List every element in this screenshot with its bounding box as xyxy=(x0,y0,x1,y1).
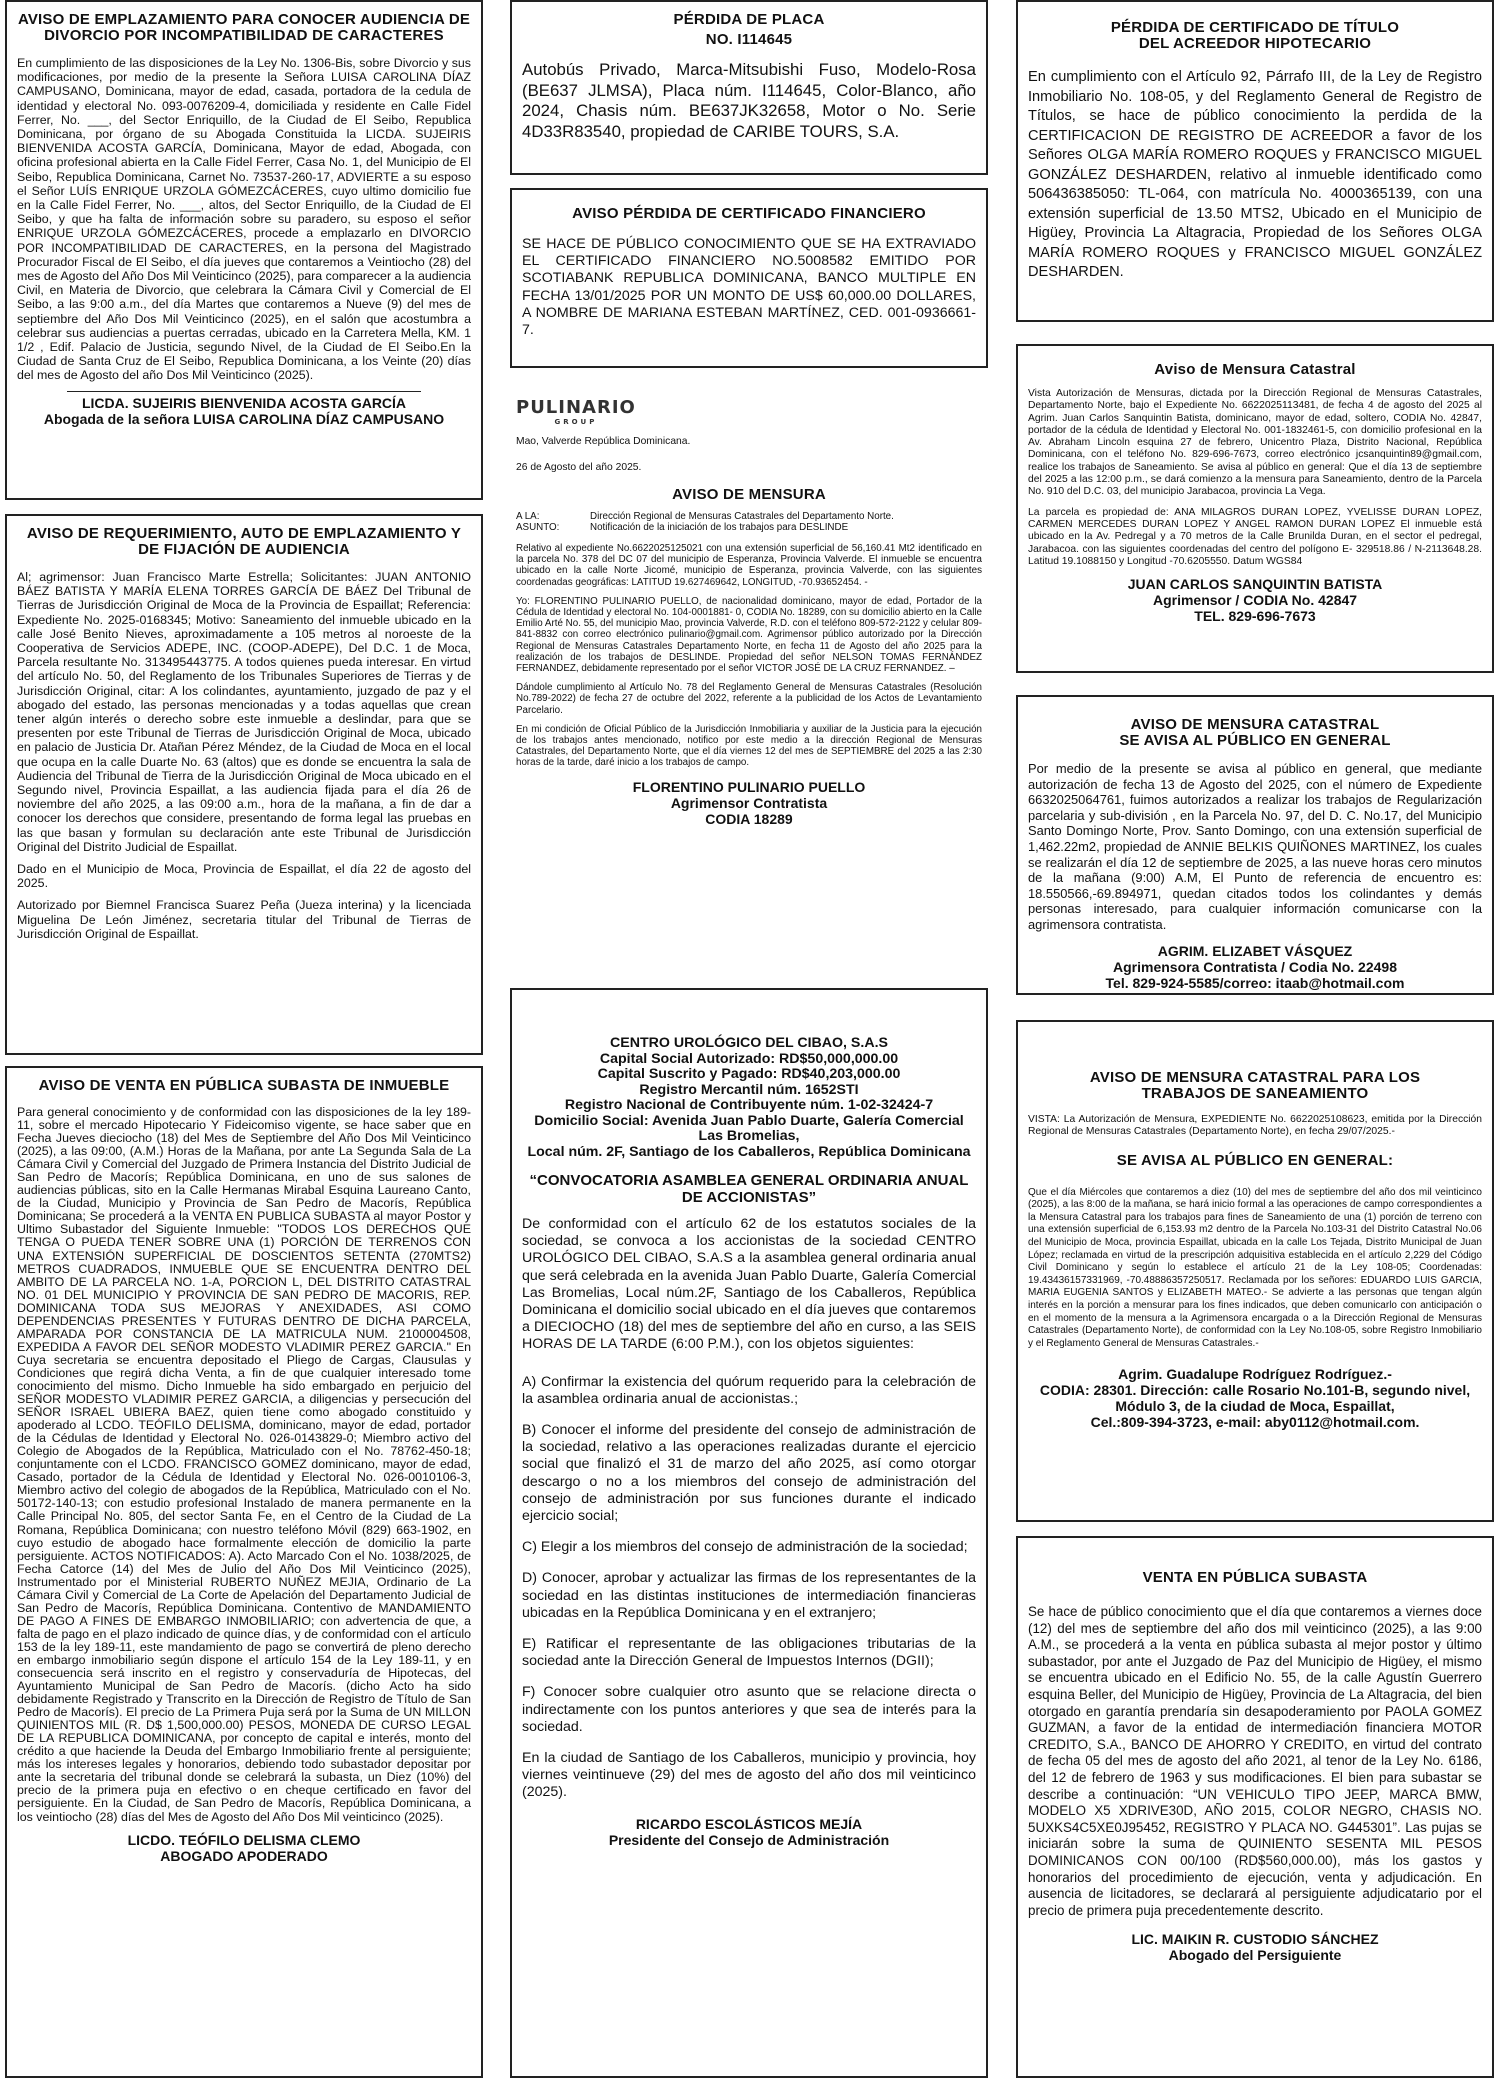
signature-name: RICARDO ESCOLÁSTICOS MEJÍA xyxy=(635,1815,863,1832)
column-left xyxy=(5,0,483,2082)
agenda-item-c: C) Elegir a los miembros del consejo de administración de la sociedad; xyxy=(522,1539,968,1556)
addressee-table: A LA: Dirección Regional de Mensuras Catastrales del Departamento Norte. ASUNTO: Notificación de la iniciación de los trabajos para DESLINDE xyxy=(516,510,894,533)
notice-date: 26 de Agosto del año 2025. xyxy=(516,462,642,474)
signature-role: Agrimensor Contratista xyxy=(670,794,828,811)
signature-codia: CODIA 18289 xyxy=(705,810,793,827)
agenda-item-b: B) Conocer el informe del presidente del consejo de administración de la sociedad, relativo a las operaciones realizadas durante el ejercicio social que finalizó el 31 de marzo del año 2025, así como otorgar descargo o no a los miembros del consejo de administración del consejo de administración por sus funciones durante el indicado ejercicio social; xyxy=(522,1422,976,1525)
notice-subtitle: DEL ACREEDOR HIPOTECARIO xyxy=(1138,35,1372,52)
notice-body: Se hace de público conocimiento que el día que contaremos a viernes doce (12) del mes de septiembre del año dos mil veinticinco (2025), a las 9:00 A.M., se procederá a la venta en pública subasta al mejor postor y último subastador, por ante el Juzgado de Paz del Municipio de Higüey, el mismo se encuentra ubicado en el Edificio No. 55, de la calle Agustín Guerrero esquina Beller, del Municipio de Higüey, Provincia de La Altagracia, del bien otorgado en garantía prendaría sin desapoderamiento por PAOLA GOMEZ GUZMAN, a favor de la entidad de intermediación financiera MOTOR CREDITO, S.A., BANCO DE AHORRO Y CREDITO, en virtud del contrato de fecha 05 del mes de agosto del año 2021, al tenor de la Ley No. 6186, del 12 de febrero de 1963 y sus modificaciones. El bien para subastar se describe a continuación: “UN VEHICULO TIPO JEEP, MARCA BMW, MODELO X5 XDRIVE30D, AÑO 2015, COLOR NEGRO, CHASIS NO. 5UXKS4C5XE0J95452, REGISTRO Y PLACA NO. G445301”. Las pujas se iniciarán sobre la suma de QUINIENTO SESENTA MIL PESOS DOMINICANOS CON 00/100 (RD$560,000.00), más los gastos y honorarios del procedimiento de ejecución, venta y adjudicación. En ausencia de licitadores, se declarará al persiguiente adjudicatario por el precio de primera puja precedentemente descrito. xyxy=(1028,1604,1482,1918)
notice-title: AVISO DE MENSURA CATASTRAL PARA LOS xyxy=(1089,1069,1421,1086)
notice-title: AVISO DE MENSURA CATASTRAL xyxy=(1130,716,1380,733)
notice-perdida-placa xyxy=(510,0,988,175)
registro-mercantil: Registro Mercantil núm. 1652STI xyxy=(639,1081,859,1098)
signature-phone: TEL. 829-696-7673 xyxy=(1194,608,1316,625)
notice-date: Dado en el Municipio de Moca, Provincia de Espaillat, el día 22 de agosto del 2025. xyxy=(17,862,471,891)
notice-venta-publica-subasta xyxy=(1016,1536,1494,2078)
notice-certificado-financiero xyxy=(510,188,988,368)
signature-name: LICDA. SUJEIRIS BIENVENIDA ACOSTA GARCÍA xyxy=(81,394,407,411)
notice-closing: En la ciudad de Santiago de los Caballeros, municipio y provincia, hoy viernes veintinueve (29) del mes de agosto del año dos mil veinticinco (2025). xyxy=(522,1750,976,1801)
notice-asamblea-centro-urologico xyxy=(510,988,988,2078)
agenda-item-f: F) Conocer sobre cualquier otro asunto que se relacione directa o indirectamente con los puntos anteriores y que sea de interés para la sociedad. xyxy=(522,1684,976,1735)
signature-line xyxy=(67,391,421,392)
notice-intro: De conformidad con el artículo 62 de los estatutos sociales de la sociedad, se convoca a los accionistas de la sociedad CENTRO UROLÓGICO DEL CIBAO, S.A.S a la asamblea general ordinaria anual que será celebrada en la avenida Juan Pablo Duarte, Galería Comercial Las Bromelias, Local núm.2F, Santiago de los Caballeros, República Dominicana el domicilio social ubicado en el día jueves que contaremos a DIECIOCHO (18) del mes de septiembre del año en curso, a las SEIS HORAS DE LA TARDE (6:00 P.M.), con los objetos siguientes: xyxy=(522,1216,976,1353)
notice-title: PÉRDIDA DE PLACA xyxy=(673,11,825,28)
capital-autorizado: Capital Social Autorizado: RD$50,000,000.00 xyxy=(599,1050,899,1067)
agenda-item-e: E) Ratificar el representante de las obligaciones tributarias de la sociedad ante la Dirección General de Impuestos Internos (DGII); xyxy=(522,1636,976,1670)
notice-subtitle: NO. I114645 xyxy=(705,31,793,48)
signature-role: Presidente del Consejo de Administración xyxy=(608,1831,890,1848)
notice-paragraph: La parcela es propiedad de: ANA MILAGROS DURAN LOPEZ, YVELISSE DURAN LOPEZ, CARMEN MERCEDES DURAN LOPEZ Y ANGEL RAMON DURAN LOPEZ El inmueble está ubicado en la Av. Pedregal y a 70 metros de la Calle Brunilda Duran, en el sector el pedregal, Jarabacoa. con las siguientes coordenadas del centro del polígono E- 329518.86 / N-2113648.28. Latitud 19.1088150 y Longitud -70.6205550. Datum WGS84 xyxy=(1028,506,1482,567)
pulinario-logo: PULINARIO GROUP xyxy=(516,397,636,426)
signature-name: LICDO. TEÓFILO DELISMA CLEMO xyxy=(127,1831,361,1848)
signature-role: Agrimensor / CODIA No. 42847 xyxy=(1152,592,1358,609)
signature-role: Abogado del Persiguiente xyxy=(1168,1947,1342,1964)
notice-title: AVISO DE MENSURA xyxy=(672,485,826,503)
notice-title: AVISO DE VENTA EN PÚBLICA SUBASTA DE INMUEBLE xyxy=(38,1077,450,1094)
signature-role: Abogada de la señora LUISA CAROLINA DÍAZ CAMPUSANO xyxy=(43,410,445,427)
column-right xyxy=(1016,0,1494,2082)
notice-mensura-saneamiento xyxy=(1016,1020,1494,1522)
capital-suscrito: Capital Suscrito y Pagado: RD$40,203,000.00 xyxy=(597,1066,901,1082)
notice-mensura-catastral-1 xyxy=(1016,344,1494,673)
signature-name: LIC. MAIKIN R. CUSTODIO SÁNCHEZ xyxy=(1131,1931,1379,1948)
notice-body: Para general conocimiento y de conformidad con las disposiciones de la ley 189-11, sobre el mercado Hipotecario Y Fideicomiso vigente, se hace saber que en Fecha Jueves dieciocho (18) del Mes de Septiembre del Año Dos Mil Veinticinco (2025), a las 09:00, (A.M.) Horas de la Mañana, por ante La Segunda Sala de La Cámara Civil y Comercial del Juzgado de Primera Instancia del Distrito Judicial de San Pedro de Macorís; República Dominicana, en uno de sus salones de audiencias públicas, sito en la Calle Hermanas Mirabal Esquina Laureano Canto, de la Ciudad, Municipio y Provincia de San Pedro de Macorís, República Dominicana; Se procederá a la VENTA EN PUBLICA SUBASTA al mayor Postor y Ultimo Subastador del Siguiente Inmueble: "TODOS LOS DERECHOS QUE TENGA O PUEDA TENER SOBRE UNA (1) PORCIÓN DE TERRENOS CON UNA EXTENSIÓN SUPERFICIAL DE DOSCIENTOS SETENTA (270MTS2) METROS CUADRADOS, INMUEBLE QUE SE ENCUENTRA DENTRO DEL AMBITO DE LA PARCELA NO. 1-A, PORCION L, DEL DISTRITO CATASTRAL NO. 01 DEL MUNICIPIO Y PROVINCIA DE SAN PEDRO DE MACORIS, REP. DOMINICANA TODA SUS MEJORAS Y ANEXIDADES, ASI COMO DEPENDENCIAS PRESENTES Y FUTURAS DENTRO DE DICHA PARCELA, AMPARADA POR CONSTANCIA DE LA MATRICULA NUM. 2100004508, EXPEDIDA A FAVOR DEL SEÑOR MODESTO VLADIMIR PEREZ GARCIA." En Cuya secretaria se encuentra depositado el Pliego de Cargas, Clausulas y Condiciones que regirá dicha Venta, a fin de que cualquier interesado tome conocimiento del mismo. Dicho Inmueble ha sido embargado en perjuicio del SEÑOR MODESTO VLADIMIR PEREZ GARCIA, a diligencias y persecución del SEÑOR ISRAEL UBIERA BAEZ, quien tiene como abogado constituido y apoderado al LCDO. TEÓFILO DELISMA, dominicano, mayor de edad, portador de la Cédulas de Identidad y Electoral No. 026-0143829-0; Miembro activo del Colegio de Abogados de la República, Matriculado con el No. 78762-450-18; conjuntamente con el LCDO. FRANCISCO GOMEZ dominicano, mayor de edad, Casado, portador de la Cédula de Identidad y Electoral No. 026-0010106-3, Miembro activo del colegio de abogados de la República, Matriculado con el No. 50172-140-13; con estudio profesional Instalado de manera permanente en la Calle Principal No. 805, del sector Santa Fe, en el Centro de la Ciudad de La Romana, República Dominicana; con nuestro teléfono Móvil (829) 663-1902, en cuyo estudio de abogado hace formalmente elección de domicilio la parte persiguiente. ACTOS NOTIFICADOS: A). Acto Marcado Con el No. 1038/2025, de Fecha Catorce (14) del Mes de Julio del Año Dos Mil Veinticinco (2025), Instrumentado por el Ministerial RUBERTO NUÑEZ MEJIA, Ordinario de La Cámara Civil y Comercial de La Corte de Apelación del Departamento Judicial de San Pedro de Macorís, República Dominicana. Contentivo de MANDAMIENTO DE PAGO A FINES DE EMBARGO INMOBILIARIO; con advertencia de que, a falta de pago en el plazo indicado de quince días, y de conformidad con el artículo 153 de la ley 189-11, este mandamiento de pago se convertirá de pleno derecho en embargo inmobiliario según dispone el artículo 154 de la Ley 189-11, y en consecuencia será inscrito en el registro y conservaduría de Hipotecas, del Ayuntamiento Municipal de San Pedro de Macorís. (dicho Acto ha sido debidamente Registrado y Transcrito en la Dirección de Registro de Título de San Pedro de Macorís). El precio de La Primera Puja será por la Suma de UN MILLON QUINIENTOS MIL (R. D$ 1,500,000.00) PESOS, MONEDA DE CURSO LEGAL DE LA REPUBLICA DOMINICANA, por concepto de capital e interés, monto del crédito a que haciende la Deuda del Embargo Inmobiliario frente al persiguiente; más los intereses legales y honorarios, debiendo todo subastador depositar por ante la secretaria del tribunal donde se celebrará la subasta, un Diez (10%) del precio de la primera puja en efectivo o en cheque certificado en favor del persiguiente. En la Ciudad, de San Pedro de Macorís, República Dominicana, a los veintiocho (28) días del Mes de Agosto del Año Dos Mil veinticinco (2025). xyxy=(17,1105,471,1824)
notice-mensura-catastral-2 xyxy=(1016,695,1494,995)
notice-paragraph: Dándole cumplimiento al Artículo No. 78 del Reglamento General de Mensuras Catastrales (Resolución No.789-2022) de fecha 27 de octubre del 2022, referente a la publicidad de los Actos de Levantamiento Parcelario. xyxy=(516,682,982,716)
column-middle xyxy=(510,0,988,2082)
signature-name: JUAN CARLOS SANQUINTIN BATISTA xyxy=(1127,576,1383,593)
signature-role: ABOGADO APODERADO xyxy=(160,1847,328,1864)
signature-role: Agrimensora Contratista / Codia No. 22498 xyxy=(1113,958,1397,975)
notice-title: PÉRDIDA DE CERTIFICADO DE TÍTULO xyxy=(1110,19,1400,36)
notice-aviso-mensura xyxy=(510,392,988,976)
notice-title: “CONVOCATORIA ASAMBLEA GENERAL ORDINARIA ANUAL DE ACCIONISTAS” xyxy=(529,1172,969,1206)
notice-body: SE HACE DE PÚBLICO CONOCIMIENTO QUE SE HA EXTRAVIADO EL CERTIFICADO FINANCIERO NO.5008582 EMITIDO POR SCOTIABANK REPUBLICA DOMINICANA, BANCO MULTIPLE EN FECHA 13/01/2025 POR UN MONTO DE US$ 60,000.00 DOLLARES, A NOMBRE DE MARIANA ESTEBAN MARTÍNEZ, CED. 001-0936661-7. xyxy=(522,236,976,339)
agenda-item-d: D) Conocer, aprobar y actualizar las firmas de los representantes de la sociedad en las distintas instituciones de intermediación financieras ubicadas en la República Dominicana y en el extranjero; xyxy=(522,1570,976,1621)
notice-paragraph: Yo: FLORENTINO PULINARIO PUELLO, de nacionalidad dominicano, mayor de edad, Portador de la Cédula de Identidad y electoral No. 104-0001881- 0, CODIA No. 18289, con su domicilio abierto en la Calle Emilio Arté No. 55, del municipio Mao, provincia Valverde, R.D. con el teléfono 809-572-2122 y celular 809-841-8832 con correo electrónico pulinario@gmail.com. Agrimensor público autorizado por la Dirección Regional de Mensuras Catastrales Departamento Norte, en fecha 11 de Agosto del año 2025 para la realización de los trabajos de DESLINDE. Propiedad del señor NELSON TOMAS FERNÁNDEZ FERNANDEZ, debidamente representado por el señor VICTOR JOSÉ DE LA CRUZ FERNANDEZ. – xyxy=(516,595,982,675)
signature-name: Agrim. Guadalupe Rodríguez Rodríguez.- xyxy=(1118,1366,1392,1383)
notice-title: AVISO DE REQUERIMIENTO, AUTO DE EMPLAZAMIENTO Y DE FIJACIÓN DE AUDIENCIA xyxy=(26,525,462,558)
notice-subtitle: SE AVISA AL PÚBLICO EN GENERAL xyxy=(1119,732,1391,749)
notice-authorization: Autorizado por Biemnel Francisca Suarez Peña (Jueza interina) y la licenciada Miguelina De León Jiménez, secretaria titular del Tribunal de Tierras de Jurisdicción Original de Espaillat. xyxy=(17,898,471,941)
signature-contact: Cel.:809-394-3723, e-mail: aby0112@hotmail.com. xyxy=(1090,1414,1420,1431)
notice-venta-subasta-inmueble xyxy=(5,1066,483,2078)
agenda-item-a: A) Confirmar la existencia del quórum requerido para la celebración de la asamblea ordinaria anual de accionistas.; xyxy=(522,1373,976,1407)
notice-paragraph: Relativo al expediente No.6622025125021 con una extensión superficial de 56,160.41 Mt2 identificado en la parcela No. 378 del DC 07 del municipio de Esperanza, Provincia Valverde. El inmueble se encuentra ubicado en la calle Norte Jicomé, municipio de Esperanza, provincia Valverde, con las siguientes coordenadas geográficas: LATITUD 19.627469642, LONGITUD, -70.93652454. - xyxy=(516,543,982,588)
notice-place: Mao, Valverde República Dominicana. xyxy=(516,436,691,447)
notice-paragraph: En mi condición de Oficial Público de la Jurisdicción Inmobiliaria y auxiliar de la Justicia para la ejecución de los trabajos antes mencionado, notifico por este medio a la dirección Regional de Mensuras Catastrales, del Departamento Norte, que el día viernes 12 del mes de SEPTIEMBRE del 2025 a las 2:30 horas de la tarde, daré inicio a los trabajos de campo. xyxy=(516,723,982,769)
rnc: Registro Nacional de Contribuyente núm. 1-02-32424-7 xyxy=(564,1097,934,1113)
domicilio-social: Domicilio Social: Avenida Juan Pablo Duarte, Galería Comercial Las Bromelias, xyxy=(534,1112,964,1144)
notice-paragraph: Vista Autorización de Mensuras, dictada por la Dirección Regional de Mensuras Catastrales, Departamento Norte, bajo el Expediente No. 6622025113481, de fecha 4 de agosto del 2025 al Agrim. Juan Carlos Sanquintin Batista, dominicano, mayor de edad, soltero, CODIA No. 42847, portador de la cédula de Identidad y Electoral No. 001-1832461-5, con domicilio profesional en la Av. Abraham Lincoln esquina 27 de febrero, Unicentro Plaza, Distrito Nacional, República Dominicana, con el teléfono No. 829-696-7673, correo electrónico jcsanquintin89@gmail.com, realice los trabajos de Saneamiento. Se avisa al público en general: Que el día 13 de septiembre del 2025 a las 12:00 p.m., se dará comienzo a la mensura para Saneamiento, dentro de la Parcela No. 910 del D.C. 03, del municipio Jarabacoa, provincia La Vega. xyxy=(1028,388,1482,498)
notice-body: Autobús Privado, Marca-Mitsubishi Fuso, Modelo-Rosa (BE637 JLMSA), Placa núm. I114645, Color-Blanco, año 2024, Chasis núm. BE637JK32658, Motor o No. Serie 4D33R83540, propiedad de CARIBE TOURS, S.A. xyxy=(522,60,976,141)
notice-subheading: SE AVISA AL PÚBLICO EN GENERAL: xyxy=(1116,1151,1394,1169)
notice-divorcio xyxy=(5,0,483,500)
notice-title: AVISO DE EMPLAZAMIENTO PARA CONOCER AUDIENCIA DE DIVORCIO POR INCOMPATIBILIDAD DE CARACTERES xyxy=(17,11,471,44)
company-name: CENTRO UROLÓGICO DEL CIBAO, S.A.S xyxy=(610,1035,888,1051)
signature-address: CODIA: 28301. Dirección: calle Rosario No.101-B, segundo nivel, Módulo 3, de la ciudad de Moca, Espaillat, xyxy=(1039,1382,1471,1415)
notice-body: En cumplimiento de las disposiciones de la Ley No. 1306-Bis, sobre Divorcio y sus modificaciones, por medio de la presente la Señora LUISA CAROLINA DÍAZ CAMPUSANO, Dominicana, mayor de edad, casada, portadora de la cedula de identidad y electoral No. 093-0076209-4, domiciliada y residente en Calle Fidel Ferrer, No. ___, del Sector Enriquillo, de la Ciudad de El Seibo, Republica Dominicana, por órgano de su Abogada Constituida la LICDA. SUJEIRIS BIENVENIDA ACOSTA GARCÍA, Dominicana, Mayor de edad, Abogada, con oficina profesional abierta en la Calle Fidel Ferrer, Casa No. 1, del Municipio de El Seibo, Republica Dominicana, Carnet No. 73537-260-17, ADVIERTE a su esposo el Señor LUÍS ENRIQUE URZOLA GÓMEZCÁCERES, cuyo ultimo domicilio fue en la Calle Fidel Ferrer, No. ___, altos, del Sector Enriquillo, de la Ciudad de El Seibo, y que ha falta de información sobre su paradero, su esposo el señor ENRIQUE URZOLA GÓMEZCÁCERES, procede a emplazarlo en DIVORCIO POR INCOMPATIBILIDAD DE CARACTERES, en la persona del Magistrado Procurador Fiscal de El Seibo, el día jueves que contaremos a Veintiocho (28) del mes de Agosto del Año Dos Mil Veinticinco (2025), para comparecer a la audiencia Civil, en Materia de Divorcio, que celebrara la Cámara Civil y Comercial de El Seibo, a las 9:00 a.m., del día Martes que contaremos a Nueve (9) del mes de septiembre del Año Dos Mil Veinticinco (2025), en el salón que acostumbra a celebrar sus audiencias a puertas cerradas, ubicado en la Carretera Mella, KM. 1 1/2 , Edif. Palacio de Justicia, segundo Nivel, de la Ciudad de El Seibo.En la Ciudad de Santa Cruz de El Seibo, Republica Dominicana, a los Veinte (20) días del mes de Agosto del año Dos Mil Veinticinco (2025). xyxy=(17,56,471,383)
notice-vista: VISTA: La Autorización de Mensura, EXPEDIENTE No. 6622025108623, emitida por la Dirección Regional de Mensuras Catastrales (Departamento Norte), en fecha 29/07/2025.- xyxy=(1028,1114,1482,1138)
notice-body: En cumplimiento con el Artículo 92, Párrafo III, de la Ley de Registro Inmobiliario No. 108-05, y del Reglamento General de Registro de Títulos, se hace de público conocimiento la perdida de la CERTIFICACION DE REGISTRO DE ACREEDOR a favor de los Señores OLGA MARÍA ROMERO ROQUES y FRANCISCO MIGUEL GONZÁLEZ DESHARDEN, relativo al inmueble identificado como 506436385050: TL-064, con matrícula No. 4000365139, con una extensión superficial de 13.50 MTS2, Ubicado en el Municipio de Higüey, Provincia La Altagracia, Propiedad de los Señores OLGA MARÍA ROMERO ROQUES y FRANCISCO MIGUEL GONZÁLEZ DESHARDEN. xyxy=(1028,69,1482,280)
notice-subtitle: TRABAJOS DE SANEAMIENTO xyxy=(1141,1085,1369,1102)
notice-body: Al; agrimensor: Juan Francisco Marte Estrella; Solicitantes: JUAN ANTONIO BÁEZ BATISTA Y MARÍA ELENA TORRES GARCÍA DE BÁEZ Del Tribunal de Tierras de Jurisdicción Original de Moca de la Provincia de Espaillat; Referencia: Expediente No. 2025-0168345; Motivo: Saneamiento del inmueble ubicado en la calle José Benito Nieves, aproximadamente a 105 metros al noroeste de la Cooperativa de Servicios ADEPE, INC. (COOP-ADEPE), Del D.C. 1 de Moca, Parcela resultante No. 313495443775. A todos quienes pueda interesar. En virtud del artículo No. 50, del Reglamento de los Tribunales Superiores de Tierras y de Jurisdicción Original, citar: A los colindantes, ayuntamiento, juzgado de paz y el abogado del estado, las personas mencionadas y a todas aquellas que crean tener algún interés o derecho sobre este inmueble a deslindar, para que se presenten por este Tribunal de Tierras de Jurisdicción Original de Moca, ubicado en palacio de Justicia Dr. Atañan Pérez Méndez, de la Ciudad de Moca en el local que ocupa en la calle Duarte No. 63 (altos) que es donde se encuentra la sala de Audiencia del Tribunal de Tierra de la Jurisdicción Original de Moca ubicado en el Segundo nivel, Provincia Espaillat, a las audiencia fijada para el día 26 de noviembre del año 2025, a las 09:00 a.m., hora de la mañana, a fin de dar a conocer los derechos que considere, presentando de forma legal las pruebas en las que basan y formulan su declaración ante este Tribunal de Jurisdicción Original del Distrito Judicial de Espaillat. xyxy=(17,570,471,854)
signature-contact: Tel. 829-924-5585/correo: itaab@hotmail.com xyxy=(1105,974,1405,991)
notice-title: Aviso de Mensura Catastral xyxy=(1154,361,1356,378)
notice-body: Que el día Miércoles que contaremos a diez (10) del mes de septiembre del año dos mil veinticinco (2025), a las 8:00 de la mañana, se hará inicio formal a las operaciones de campo correspondientes a la Mensura Catastral para los trabajos para fines de Saneamiento de una (1) porción de terreno con una extensión superficial de 6,153.93 m2 dentro de la Parcela No.103-31 del Distrito Catastral No.06 del Municipio de Moca, provincia Espaillat, ubicada en la calle Los Tejada, Distrito Municipal de Juan López; reclamada en virtud de la prescripción adquisitiva establecida en el artículo 2,229 del Código Civil Dominicano y según lo establece el artículo 21 de la Ley 108-05; Coordenadas: 19.43436157331969, -70.48886357250517. Reclamada por los señores: EDUARDO LUIS GARCIA, MARIA EUGENIA SANTOS y ELIZABETH MATEO.- Se advierte a las personas que tengan algún interés en la porción a mensurar para los fines indicados, que deben comunicarlo con anticipación o en el momento de la mensura a la Agrimensora encargada o a la Dirección Regional de Mensuras Catastrales (Departamento Norte), de conformidad con la Ley No.108-05, sobre Registro Inmobiliario y el Reglamento General de Mensuras Catastrales.- xyxy=(1028,1186,1482,1349)
notice-title: AVISO PÉRDIDA DE CERTIFICADO FINANCIERO xyxy=(572,205,926,222)
notice-requerimiento xyxy=(5,514,483,1055)
notice-body: Por medio de la presente se avisa al público en general, que mediante autorización de fecha 13 de Agosto del 2025, con el número de Expediente 6632025064761, fuimos autorizados a realizar los trabajos de Regularización parcelaria y sub-división , en la Parcela No. 97, del D. C. No.17, del Municipio Santo Domingo Norte, Prov. Santo Domingo, con una extensión superficial de 1,462.22m2, propiedad de ANNIE BELKIS QUIÑONES MARTINEZ, los cuales se realizarán el día 12 de septiembre de 2025, a las nueve horas cero minutos de la mañana (9:00) A.M, El Punto de referencia de encuentro es: 18.550566,-69.894971, quedan citados todos los colindantes y demás personas interesado, para cualquier información comunicarse con la agrimensora contratista. xyxy=(1028,761,1482,932)
notice-perdida-certificado-titulo xyxy=(1016,0,1494,322)
notice-title: VENTA EN PÚBLICA SUBASTA xyxy=(1142,1569,1368,1586)
signature-name: AGRIM. ELIZABET VÁSQUEZ xyxy=(1157,942,1353,959)
signature-name: FLORENTINO PULINARIO PUELLO xyxy=(632,778,866,795)
local: Local núm. 2F, Santiago de los Caballeros, República Dominicana xyxy=(527,1143,971,1160)
